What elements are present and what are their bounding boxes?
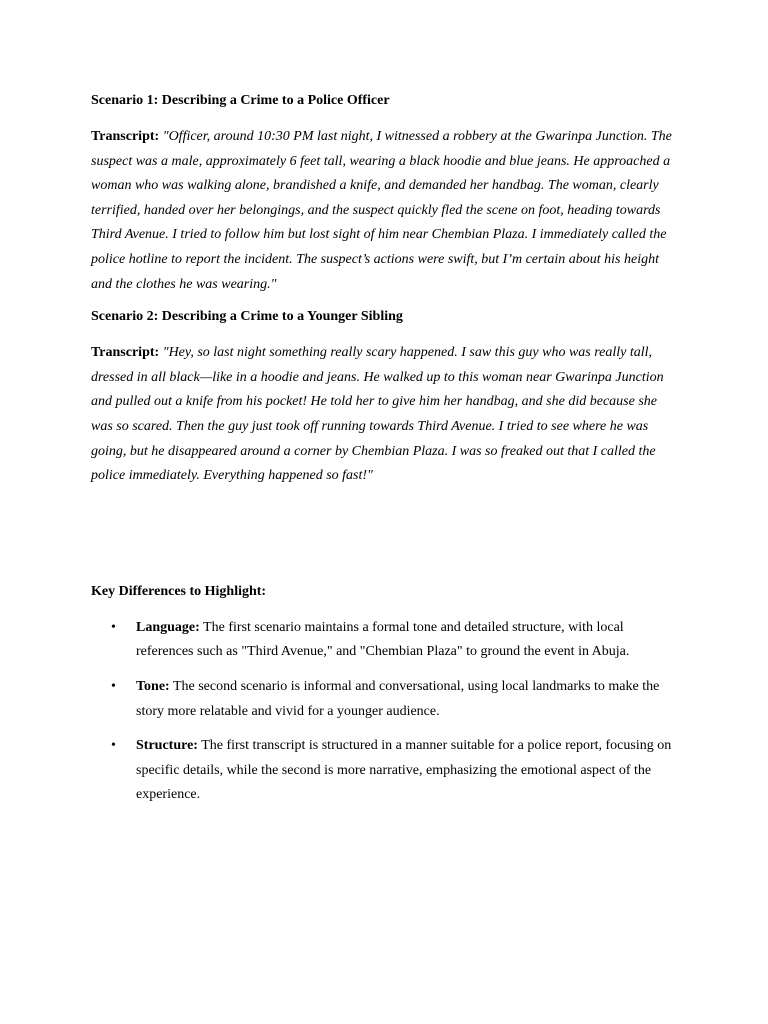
- list-item: [91, 675, 681, 724]
- key-differences-heading: Key Differences to Highlight:: [91, 583, 267, 599]
- scenario-1-heading: Scenario 1: Describing a Crime to a Police Officer: [91, 93, 390, 108]
- bullet-icon: •: [111, 738, 116, 754]
- scenario-1-transcript: [91, 125, 681, 297]
- document-body: [91, 91, 681, 818]
- difference-term: Tone:: [136, 678, 170, 694]
- difference-text: The first scenario maintains a formal tone and detailed structure, with local references such as "Third Avenue," and "Chembian Plaza" to ground the event in Abuja.: [136, 619, 630, 660]
- scenario-2-transcript-label: Transcript:: [91, 345, 160, 361]
- key-differences-list: [91, 616, 681, 808]
- scenario-2-transcript-text: "Hey, so last night something really scary happened. I saw this guy who was really tall, dressed in all black—like in a hoodie and jeans. He walked up to this woman near Gwarinpa Junction and pulled out a knife from his pocket! He told her to give him her handbag, and she did because she was so scared. Then the guy just took off running towards Third Avenue. I tried to see where he was going, but he disappeared around a corner by Chembian Plaza. I was so freaked out that I called the police immediately. Everything happened so fast!": [91, 345, 664, 484]
- scenario-2-transcript: [91, 341, 681, 489]
- difference-term: Language:: [136, 619, 200, 635]
- bullet-icon: •: [111, 619, 116, 635]
- difference-text: The second scenario is informal and conversational, using local landmarks to make the story more relatable and vivid for a younger audience.: [136, 678, 660, 719]
- list-item: [91, 616, 681, 665]
- scenario-1-transcript-text: "Officer, around 10:30 PM last night, I witnessed a robbery at the Gwarinpa Junction. The suspect was a male, approximately 6 feet tall, wearing a black hoodie and blue jeans. He approached a woman who was walking alone, brandished a knife, and demanded her handbag. The woman, clearly terrified, handed over her belongings, and the suspect quickly fled the scene on foot, heading towards Third Avenue. I tried to follow him but lost sight of him near Chembian Plaza. I immediately called the police hotline to report the incident. The suspect’s actions were swift, but I’m certain about his height and the clothes he was wearing.": [91, 129, 672, 292]
- scenario-2-heading: Scenario 2: Describing a Crime to a Younger Sibling: [91, 309, 403, 325]
- difference-text: The first transcript is structured in a manner suitable for a police report, focusing on specific details, while the second is more narrative, emphasizing the emotional aspect of the experience.: [136, 738, 672, 803]
- list-item: [91, 734, 681, 808]
- scenario-1-transcript-label: Transcript:: [91, 129, 160, 144]
- difference-term: Structure:: [136, 738, 198, 754]
- bullet-icon: •: [111, 678, 116, 694]
